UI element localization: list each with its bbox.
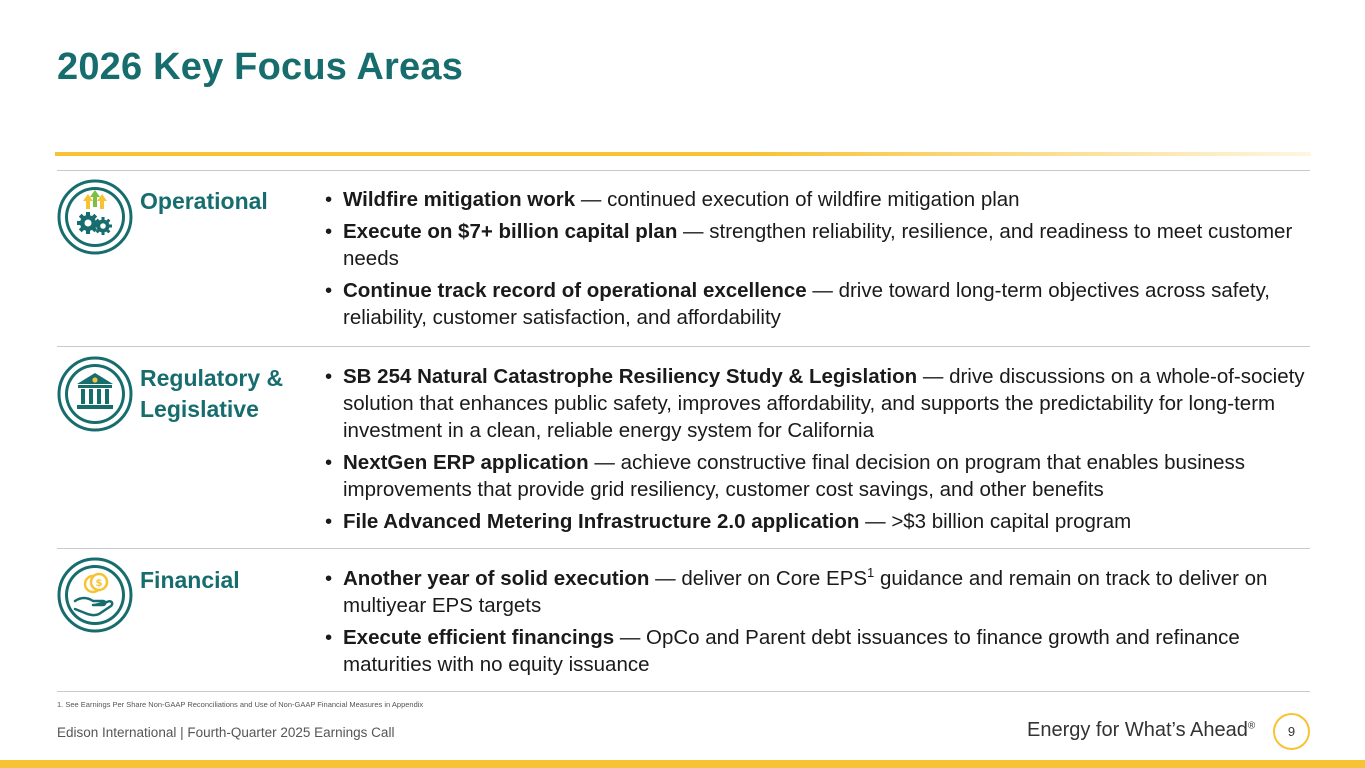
footnote-marker: 1 <box>867 565 875 581</box>
government-building-icon <box>57 356 133 432</box>
brand-tagline: Energy for What’s Ahead® <box>1027 719 1256 741</box>
footer-company-event: Edison International | Fourth-Quarter 2025 Earnings Call <box>57 725 395 740</box>
svg-text:$: $ <box>95 578 103 589</box>
list-item: • Another year of solid execution — deliver on Core EPS$^1$ guidance and remain on track to deliver on multiyear EPS targets <box>325 565 1310 619</box>
slide-title: 2026 Key Focus Areas <box>57 46 464 88</box>
list-item: • Execute efficient financings — OpCo and Parent debt issuances to finance growth and refinance maturities with no equity issuance <box>325 624 1310 678</box>
list-item: • SB 254 Natural Catastrophe Resiliency Study & Legislation — drive discussions on a whole-of-society solution that enhances public safety, improves affordability, and supports the predictability for long-term investment in a clean, reliable energy system for California <box>325 363 1310 444</box>
divider <box>57 691 1310 692</box>
divider <box>57 548 1310 549</box>
bullet-list <box>325 363 1310 540</box>
title-underline <box>55 152 1311 156</box>
section-label-regulatory: Regulatory & Legislative <box>140 365 284 422</box>
hand-coins-icon <box>57 557 133 633</box>
section-label-operational: Operational <box>140 188 268 214</box>
list-item: • NextGen ERP application — achieve constructive final decision on program that enables business improvements that provide grid resiliency, customer cost savings, and other benefits <box>325 449 1310 503</box>
bullet-list <box>325 565 1310 683</box>
list-item: • File Advanced Metering Infrastructure 2.0 application — >$3 billion capital program <box>325 508 1310 535</box>
page-number: 9 <box>1273 713 1310 750</box>
bullet-list <box>325 186 1310 336</box>
divider <box>57 346 1310 347</box>
gears-arrows-icon <box>57 179 133 255</box>
list-item: • Wildfire mitigation work — continued execution of wildfire mitigation plan <box>325 186 1310 213</box>
bottom-accent-bar <box>0 760 1365 768</box>
section-label-financial: Financial <box>140 567 240 593</box>
list-item: • Continue track record of operational excellence — drive toward long-term objectives across safety, reliability, customer satisfaction, and affordability <box>325 277 1310 331</box>
divider <box>57 170 1310 171</box>
footnote: 1. See Earnings Per Share Non-GAAP Reconciliations and Use of Non-GAAP Financial Measures in Appendix <box>57 700 424 709</box>
list-item: • Execute on $7+ billion capital plan — strengthen reliability, resilience, and readiness to meet customer needs <box>325 218 1310 272</box>
